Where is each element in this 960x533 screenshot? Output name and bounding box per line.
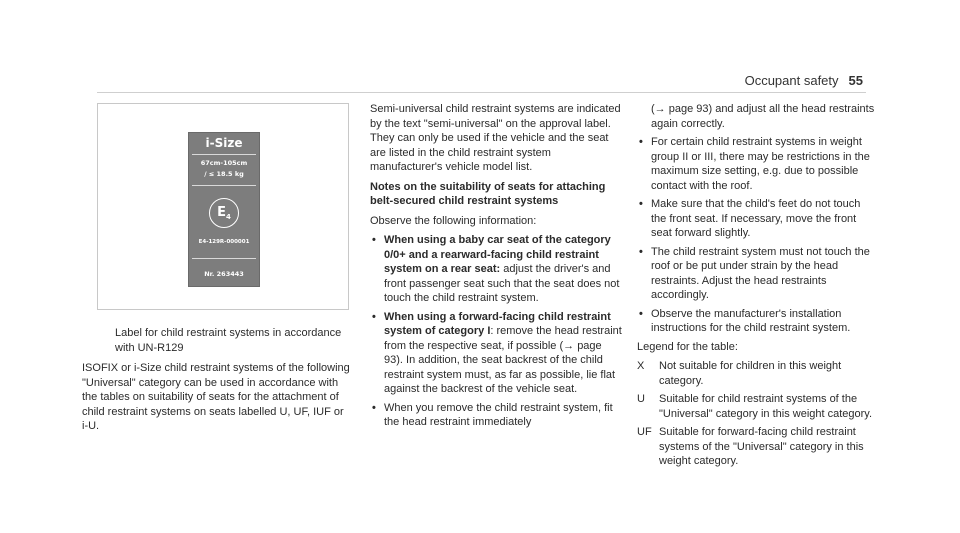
legend-row xyxy=(637,392,875,421)
list-item: • The child restraint system must not touch the roof or be put under strain by the head restraints. Adjust the head restraints accordingly. xyxy=(639,245,870,301)
legend-list xyxy=(637,359,875,469)
label-divider xyxy=(192,258,256,259)
isofix-paragraph: ISOFIX or i-Size child restraint systems of the following "Universal" category can be used in accordance with the tables on suitability of seats for the attachment of child restraint systems on seats labelled U, UF, IUF or i-U. xyxy=(82,362,350,432)
legend-key: X xyxy=(637,360,645,372)
list-item: • When you remove the child restraint system, fit the head restraint immediately xyxy=(372,401,613,428)
legend-text: Suitable for forward-facing child restraint systems of the "Universal" category in this weight category. xyxy=(659,426,864,467)
label-serial-number: Nr. 263443 xyxy=(204,270,244,278)
label-approval-code: E4-129R-000001 xyxy=(198,239,250,245)
page-header xyxy=(745,73,863,88)
list-item: • When using a forward-facing child restraint system of category I: remove the head restraint from the respective seat, if possible (→ page 93). In addition, the seat backrest of the child restraint system must, as far as possible, lie flat against the backrest of the vehicle seat. xyxy=(372,310,622,395)
observe-intro: Observe the following information: xyxy=(370,214,537,227)
section-title: Occupant safety xyxy=(744,73,839,88)
legend-row xyxy=(637,359,875,388)
list-item: • When using a baby car seat of the category 0/0+ and a rearward-facing child restraint system on a rear seat: adjust the driver's and front passenger seat such that the seat does not touch the child restraint system. xyxy=(372,234,620,304)
bullet-icon: • xyxy=(372,234,376,246)
label-divider xyxy=(192,185,256,186)
legend-text: Suitable for child restraint systems of the "Universal" category in this weight category. xyxy=(659,393,873,420)
label-divider xyxy=(192,154,256,155)
figure-box xyxy=(97,103,349,310)
legend-key: UF xyxy=(637,426,652,438)
list-item: • Observe the manufacturer's installation instructions for the child restraint system. xyxy=(639,307,851,334)
section-heading: Notes on the suitability of seats for attaching belt-secured child restraint systems xyxy=(370,180,606,207)
bullet-icon: • xyxy=(372,310,376,323)
legend-key: U xyxy=(637,393,645,405)
legend-title: Legend for the table: xyxy=(637,340,738,353)
label-size-range: 67cm-105cm xyxy=(200,159,248,167)
bullet-icon: • xyxy=(639,307,643,320)
bullet-list xyxy=(637,135,875,336)
figure-caption: Label for child restraint systems in accordance with UN-R129 xyxy=(115,327,342,354)
bullet-icon: • xyxy=(639,198,643,210)
label-title: i-Size xyxy=(205,136,243,150)
page-number: 55 xyxy=(848,73,863,88)
semi-universal-paragraph: Semi-universal child restraint systems are indicated by the text "semi-universal" on the approval label. They can only be used if the vehicle and the seat are listed in the child restraint system manufacturer's vehicle model list. xyxy=(370,103,621,173)
continued-text: (→ page 93) and adjust all the head restraints again correctly. xyxy=(651,103,875,130)
column-right xyxy=(637,102,875,473)
list-item: • Make sure that the child's feet do not touch the front seat. If necessary, move the front seat forward slightly. xyxy=(639,198,861,239)
bullet-icon: • xyxy=(639,136,643,148)
bullet-icon: • xyxy=(639,245,643,258)
bullet-list xyxy=(370,233,622,430)
label-weight: / ≤ 18.5 kg xyxy=(204,170,244,178)
e-mark-icon: $E_4$ xyxy=(209,198,239,228)
legend-row xyxy=(637,425,875,469)
list-item: • For certain child restraint systems in weight group II or III, there may be restrictions in the maximum size setting, e.g. due to possible contact with the roof. xyxy=(639,136,870,192)
isize-approval-label xyxy=(188,132,260,287)
legend-text: Not suitable for children in this weight category. xyxy=(659,360,842,387)
column-middle xyxy=(370,102,622,434)
header-rule xyxy=(97,92,866,93)
bullet-icon: • xyxy=(372,401,376,414)
